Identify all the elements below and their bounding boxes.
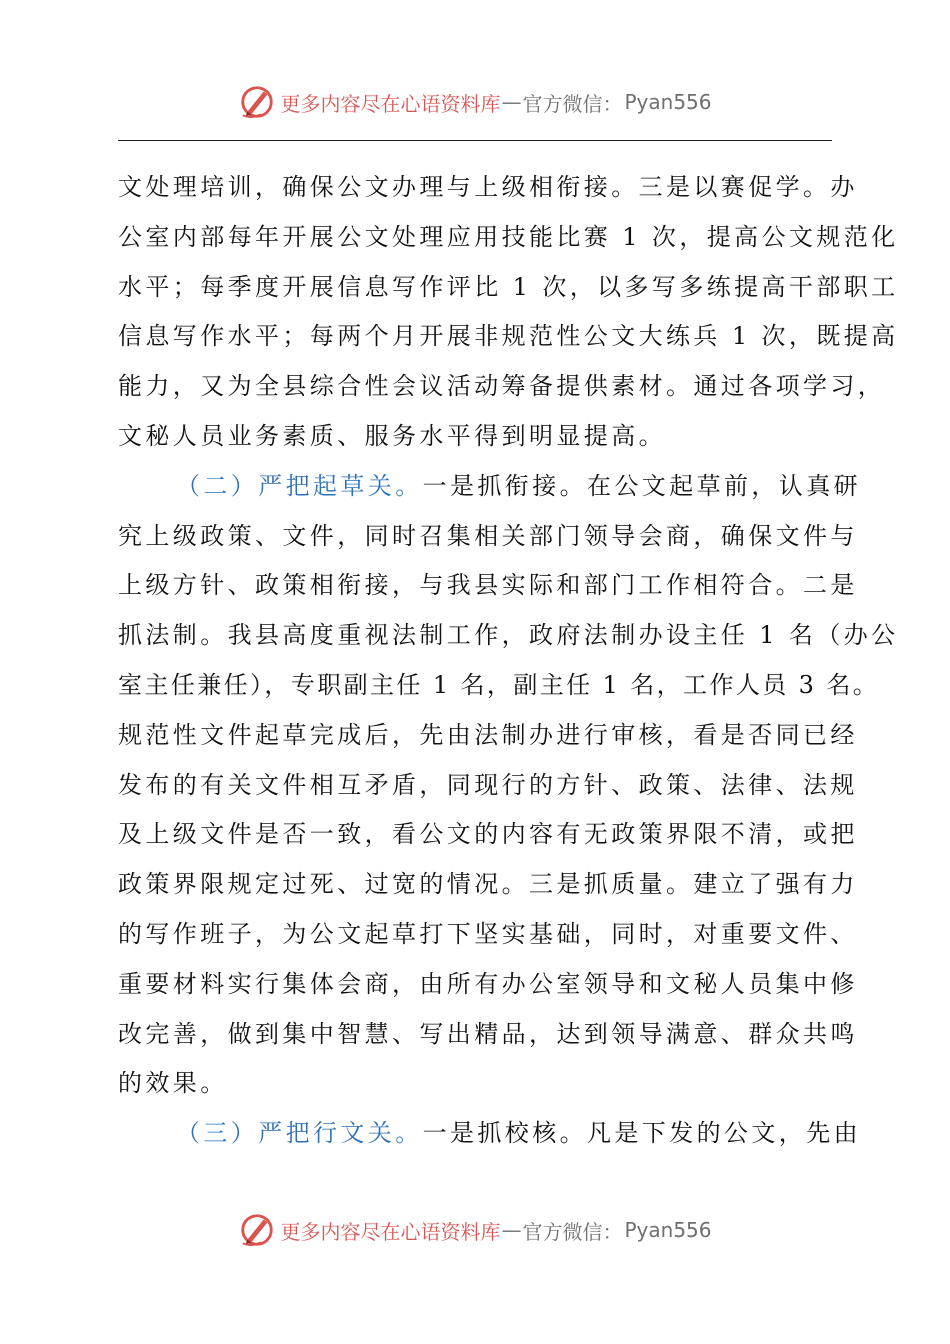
body-line: 政策界限规定过死、过宽的情况。三是抓质量。建立了强有力	[118, 870, 858, 899]
body-line: 文秘人员业务素质、服务水平得到明显提高。	[118, 421, 666, 450]
section-first-line	[118, 1109, 862, 1159]
pen-circle-logo-icon	[238, 83, 276, 121]
body-line: 信息写作水平；每两个月开展非规范性公文大练兵 1 次，既提高	[118, 322, 899, 351]
body-line: 及上级文件是否一致，看公文的内容有无政策界限不清，或把	[118, 820, 858, 849]
banner-wechat-id: Pyan556	[624, 1218, 712, 1242]
section-first-line	[118, 462, 862, 512]
section-heading: （三）严把行文关。	[176, 1119, 423, 1148]
body-line: 规范性文件起草完成后，先由法制办进行审核，看是否同已经	[118, 720, 858, 749]
pen-circle-logo-icon	[238, 1211, 276, 1249]
body-line: 发布的有关文件相互矛盾，同现行的方针、政策、法律、法规	[118, 770, 858, 799]
banner-official-label: 官方微信：	[522, 1219, 623, 1244]
banner-main-text: 更多内容尽在心语资料库	[280, 91, 501, 116]
header-rule	[118, 140, 832, 141]
body-line: 公室内部每年开展公文处理应用技能比赛 1 次，提高公文规范化	[118, 222, 899, 251]
banner-dash: —	[501, 1218, 522, 1242]
body-line: 抓法制。我县高度重视法制工作，政府法制办设主任 1 名（办公	[118, 621, 899, 650]
footer-banner	[0, 1208, 950, 1252]
header-banner	[0, 80, 950, 124]
body-line: 室主任兼任），专职副主任 1 名，副主任 1 名，工作人员 3 名。	[118, 670, 880, 699]
body-line: 的效果。	[118, 1069, 228, 1098]
section-heading: （二）严把起草关。	[176, 471, 423, 500]
banner-official-label: 官方微信：	[522, 91, 623, 116]
body-line: 改完善，做到集中智慧、写出精品，达到领导满意、群众共鸣	[118, 1019, 858, 1048]
banner-wechat-id: Pyan556	[624, 90, 712, 114]
body-line: 文处理培训，确保公文办理与上级相衔接。三是以赛促学。办	[118, 173, 858, 201]
section-first-line-text: 一是抓校核。凡是下发的公文，先由	[422, 1119, 862, 1148]
body-line: 能力，又为全县综合性会议活动筹备提供素材。通过各项学习，	[118, 372, 886, 401]
body-line: 重要材料实行集体会商，由所有办公室领导和文秘人员集中修	[118, 969, 858, 998]
document-body	[118, 163, 899, 1159]
section-first-line-text: 一是抓衔接。在公文起草前，认真研	[422, 471, 862, 500]
body-line: 究上级政策、文件，同时召集相关部门领导会商，确保文件与	[118, 521, 858, 550]
banner-dash: —	[501, 90, 522, 114]
body-line: 上级方针、政策相衔接，与我县实际和部门工作相符合。二是	[118, 571, 858, 600]
body-line: 水平；每季度开展信息写作评比 1 次，以多写多练提高干部职工	[118, 272, 899, 301]
banner-main-text: 更多内容尽在心语资料库	[280, 1219, 501, 1244]
body-line: 的写作班子，为公文起草打下坚实基础，同时，对重要文件、	[118, 919, 858, 948]
